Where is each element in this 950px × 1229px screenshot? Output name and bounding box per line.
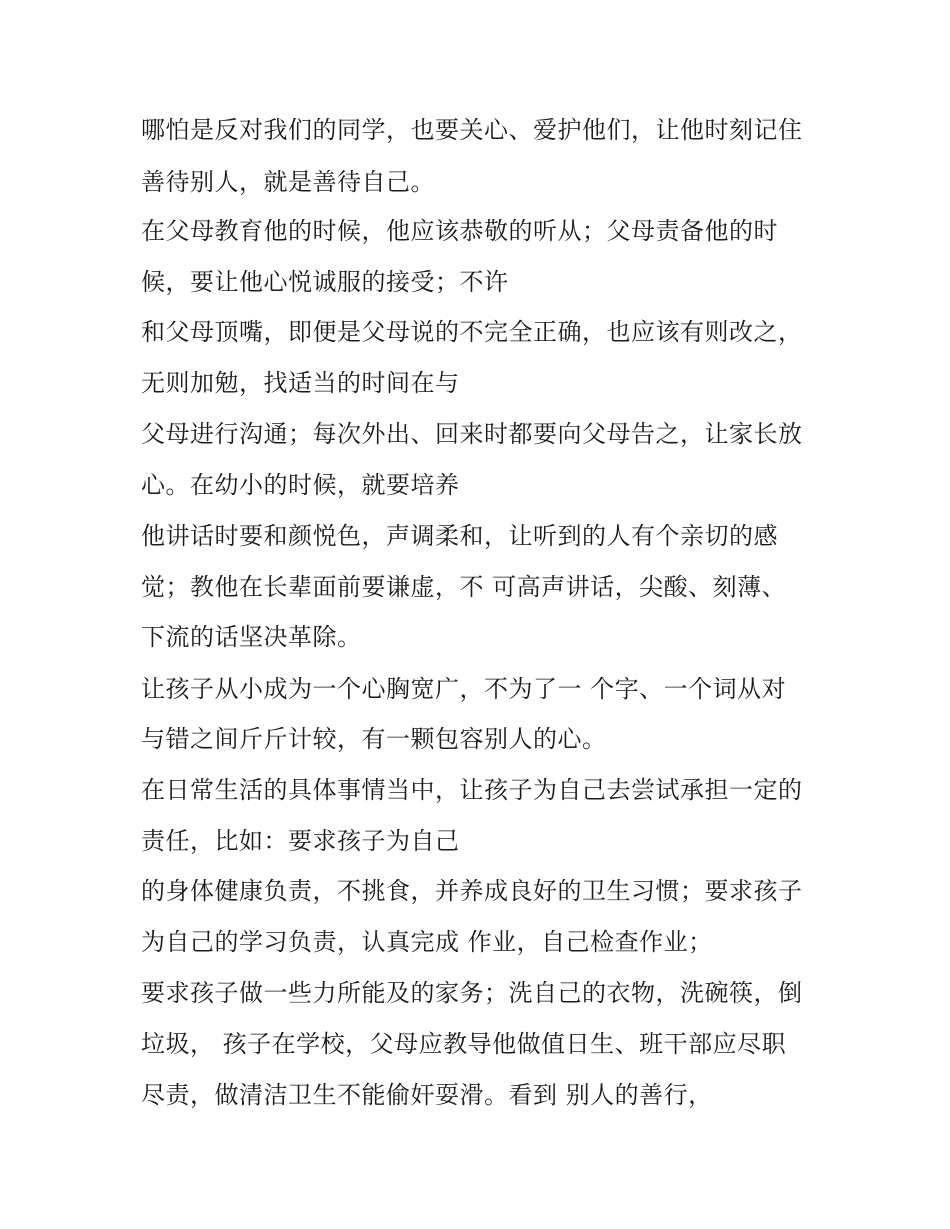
- text-line: 心。在幼小的时候，就要培养: [141, 471, 460, 499]
- text-line: 让孩子从小成为一个心胸宽广，不为了一 个字、一个词从对: [141, 675, 787, 703]
- text-line: 的身体健康负责，不挑食，并养成良好的卫生习惯；要求孩子: [141, 877, 803, 905]
- text-line: 觉；教他在长辈面前要谦虚，不 可高声讲话，尖酸、刻薄、: [141, 573, 787, 601]
- text-line: 哪怕是反对我们的同学，也要关心、爱护他们，让他时刻记住: [141, 116, 803, 144]
- text-line: 在父母教育他的时候，他应该恭敬的听从；父母责备他的时: [141, 217, 778, 245]
- text-line: 尽责，做清洁卫生不能偷奸耍滑。看到 别人的善行，: [141, 1081, 713, 1109]
- text-line: 候，要让他心悦诚服的接受；不许: [141, 268, 509, 296]
- text-line: 善待别人，就是善待自己。: [141, 168, 435, 196]
- text-line: 要求孩子做一些力所能及的家务；洗自己的衣物，洗碗筷，倒: [141, 979, 803, 1007]
- text-line: 垃圾， 孩子在学校，父母应教导他做值日生、班干部应尽职: [141, 1030, 787, 1058]
- text-line: 在日常生活的具体事情当中，让孩子为自己去尝试承担一定的: [141, 776, 803, 804]
- text-line: 下流的话坚决革除。: [141, 623, 362, 651]
- text-line: 责任，比如：要求孩子为自己: [141, 827, 460, 855]
- text-line: 为自己的学习负责，认真完成 作业，自己检查作业；: [141, 928, 713, 956]
- text-line: 父母进行沟通；每次外出、回来时都要向父母告之，让家长放: [141, 420, 803, 448]
- text-line: 无则加勉，找适当的时间在与: [141, 369, 460, 397]
- text-line: 他讲话时要和颜悦色，声调柔和，让听到的人有个亲切的感: [141, 522, 778, 550]
- text-line: 与错之间斤斤计较，有一颗包容别人的心。: [141, 725, 607, 753]
- text-line: 和父母顶嘴，即便是父母说的不完全正确，也应该有则改之，: [141, 318, 803, 346]
